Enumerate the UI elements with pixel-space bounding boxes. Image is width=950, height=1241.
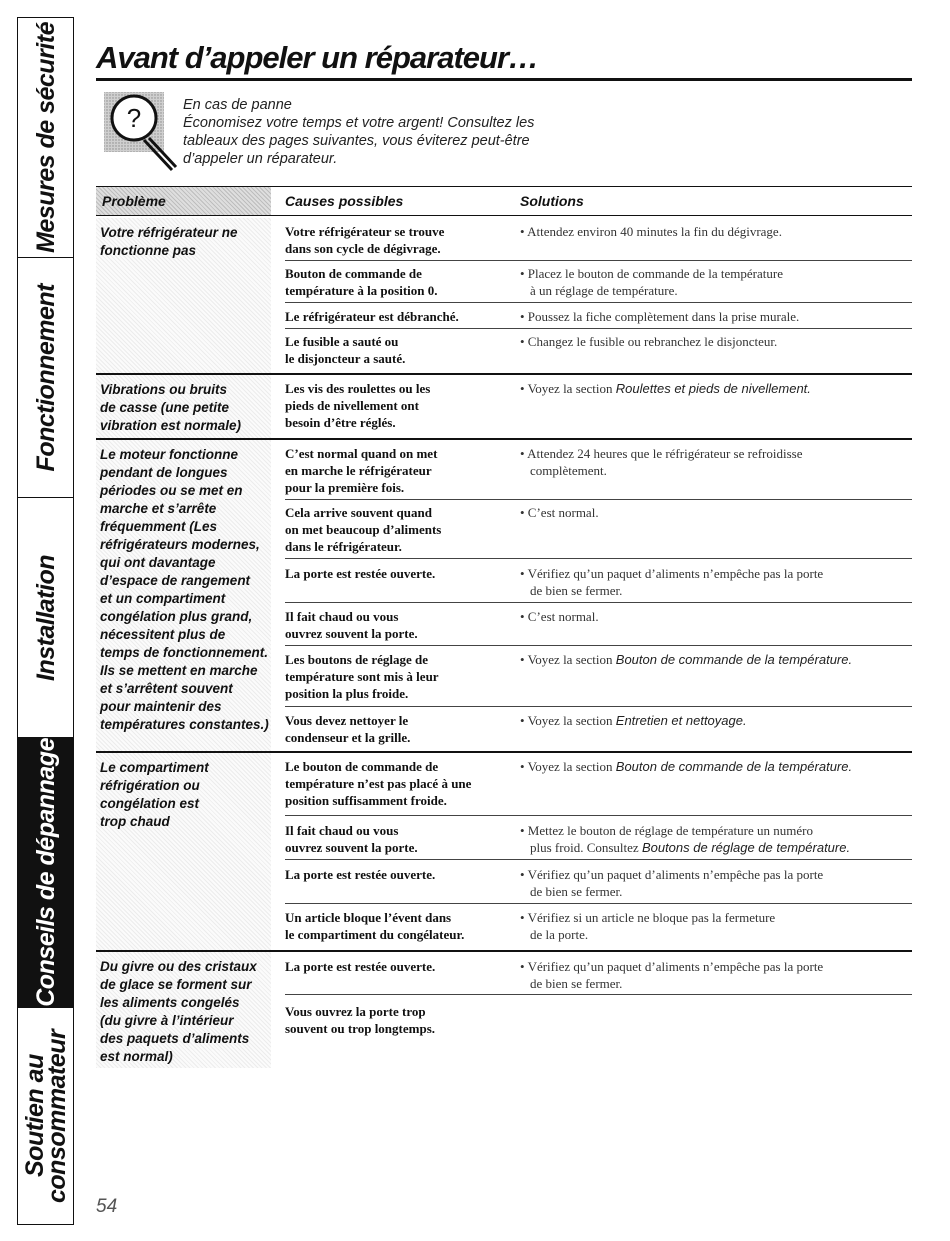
solution-line	[520, 380, 912, 397]
problem-group	[96, 753, 912, 950]
tab-soutien-au-consommateur[interactable]	[18, 1008, 73, 1223]
solution-line: • Changez le fusible ou rebranchez le disjoncteur.	[520, 334, 778, 349]
cause-cell	[285, 565, 515, 582]
cause-cell	[285, 866, 515, 883]
solution-cell	[520, 712, 912, 729]
solution-line: • Attendez environ 40 minutes la fin du dégivrage.	[520, 224, 782, 239]
solution-line: de bien se fermer.	[530, 583, 623, 598]
cause-line: position la plus froide.	[285, 686, 409, 701]
solution-line: • Poussez la fiche complètement dans la prise murale.	[520, 309, 800, 324]
tab-label: Fonctionnement	[31, 283, 60, 472]
section-reference: Bouton de commande de la température.	[615, 652, 853, 667]
problem-label	[100, 446, 270, 734]
problem-group	[96, 218, 912, 373]
solution-prefix: • Voyez la section	[520, 759, 616, 774]
problem-line: marche et s’arrête	[100, 501, 217, 516]
problem-group	[96, 440, 912, 751]
problem-line: fonctionne pas	[100, 243, 197, 258]
solution-line: de bien se fermer.	[530, 884, 623, 899]
page-number: 54	[96, 1196, 118, 1217]
cause-cell	[285, 504, 515, 555]
cause-line: Le fusible a sauté ou	[285, 334, 399, 349]
problem-line: Ils se mettent en marche	[100, 663, 258, 678]
problem-cell	[96, 375, 271, 438]
problem-line: est normal)	[100, 1049, 173, 1064]
cause-line: température à la position 0.	[285, 283, 438, 298]
section-reference: Bouton de commande de la température.	[615, 759, 853, 774]
problem-line: et un compartiment	[100, 591, 226, 606]
cause-line: Vous devez nettoyer le	[285, 713, 409, 728]
cause-line: Il fait chaud ou vous	[285, 823, 399, 838]
section-sidebar	[17, 17, 74, 1225]
svg-text:?: ?	[126, 103, 142, 133]
intro-line: d’appeler un réparateur.	[183, 151, 338, 167]
page-title: Avant d’appeler un réparateur…	[96, 40, 539, 75]
problem-line: Le compartiment	[100, 760, 209, 775]
problem-line: de casse (une petite	[100, 400, 230, 415]
cause-line: dans son cycle de dégivrage.	[285, 241, 441, 256]
problem-line: pendant de longues	[100, 465, 228, 480]
row-separator	[285, 260, 912, 261]
cause-line: ouvrez souvent la porte.	[285, 840, 418, 855]
problem-line: d’espace de rangement	[100, 573, 251, 588]
cause-line: pour la première fois.	[285, 480, 405, 495]
cause-cell	[285, 265, 515, 299]
solution-cell	[520, 758, 912, 775]
solution-line: • Placez le bouton de commande de la température	[520, 266, 783, 281]
cause-line: souvent ou trop longtemps.	[285, 1021, 436, 1036]
problem-line: Du givre ou des cristaux	[100, 959, 257, 974]
cause-line: Votre réfrigérateur se trouve	[285, 224, 445, 239]
cause-line: ouvrez souvent la porte.	[285, 626, 418, 641]
cause-cell	[285, 712, 515, 746]
problem-line: de glace se forment sur	[100, 977, 252, 992]
solution-cell	[520, 822, 912, 856]
problem-cell	[96, 440, 271, 751]
cause-line: Cela arrive souvent quand	[285, 505, 432, 520]
cause-cell	[285, 651, 515, 702]
tab-label: Mesures de sécurité	[31, 22, 60, 253]
solution-cell	[520, 866, 912, 900]
solution-line: à un réglage de température.	[530, 283, 678, 298]
cause-line: en marche le réfrigérateur	[285, 463, 432, 478]
cause-line: température n’est pas placé à une	[285, 776, 472, 791]
section-reference: Boutons de réglage de température.	[641, 840, 851, 855]
cause-cell	[285, 445, 515, 496]
problem-group	[96, 375, 912, 438]
problem-line: Le moteur fonctionne	[100, 447, 238, 462]
cause-line: besoin d’être réglés.	[285, 415, 396, 430]
tab-label: Conseils de dépannage	[31, 738, 60, 1007]
tab-label: Soutien au consommateur	[20, 1028, 71, 1203]
solution-line: de bien se fermer.	[530, 976, 623, 991]
solution-line: • C’est normal.	[520, 609, 599, 624]
problem-label	[100, 381, 270, 435]
tab-fonctionnement[interactable]	[18, 258, 73, 498]
cause-line: Vous ouvrez la porte trop	[285, 1004, 426, 1019]
cause-line: le disjoncteur a sauté.	[285, 351, 406, 366]
cause-cell	[285, 1003, 515, 1037]
problem-label	[100, 958, 270, 1066]
intro-line: tableaux des pages suivantes, vous éviterez peut-être	[183, 133, 530, 149]
cause-line: position suffisamment froide.	[285, 793, 447, 808]
solution-cell	[520, 265, 912, 299]
problem-line: trop chaud	[100, 814, 170, 829]
cause-cell	[285, 608, 515, 642]
solution-line: • Vérifiez qu’un paquet d’aliments n’empêche pas la porte	[520, 959, 824, 974]
row-separator	[285, 499, 912, 500]
problem-line: pour maintenir des	[100, 699, 222, 714]
problem-line: congélation est	[100, 796, 200, 811]
section-reference: Entretien et nettoyage.	[615, 713, 747, 728]
tab-mesures-de-securite[interactable]	[18, 18, 73, 258]
section-reference: Roulettes et pieds de nivellement.	[615, 381, 811, 396]
problem-line: nécessitent plus de	[100, 627, 226, 642]
solution-cell	[520, 445, 912, 479]
solution-line: complètement.	[530, 463, 607, 478]
tab-installation[interactable]	[18, 498, 73, 738]
header-problem: Problème	[102, 193, 166, 209]
problem-group	[96, 952, 912, 1068]
solution-cell	[520, 333, 912, 350]
problem-label	[100, 224, 270, 260]
problem-line: (du givre à l’intérieur	[100, 1013, 234, 1028]
cause-line: Bouton de commande de	[285, 266, 422, 281]
row-separator	[285, 645, 912, 646]
intro-line: En cas de panne	[183, 97, 292, 113]
solution-cell	[520, 223, 912, 240]
cause-cell	[285, 822, 515, 856]
solution-cell	[520, 380, 912, 397]
solution-prefix: plus froid. Consultez	[530, 840, 642, 855]
cause-line: Un article bloque l’évent dans	[285, 910, 452, 925]
problem-line: les aliments congelés	[100, 995, 240, 1010]
cause-line: dans le réfrigérateur.	[285, 539, 402, 554]
cause-cell	[285, 380, 515, 431]
row-separator	[285, 994, 912, 995]
cause-cell	[285, 758, 515, 809]
cause-line: La porte est restée ouverte.	[285, 959, 436, 974]
problem-line: Vibrations ou bruits	[100, 382, 228, 397]
solution-line: • C’est normal.	[520, 505, 599, 520]
problem-label	[100, 759, 270, 831]
problem-cell	[96, 952, 271, 1068]
solution-cell	[520, 308, 912, 325]
problem-cell	[96, 218, 271, 373]
problem-line: réfrigération ou	[100, 778, 200, 793]
row-separator	[285, 859, 912, 860]
row-separator	[285, 302, 912, 303]
solution-line	[520, 651, 912, 668]
question-mark-magnifier-icon	[100, 88, 180, 172]
problem-line: Votre réfrigérateur ne	[100, 225, 238, 240]
cause-line: Les boutons de réglage de	[285, 652, 428, 667]
problem-line: et s’arrêtent souvent	[100, 681, 233, 696]
solution-prefix: • Voyez la section	[520, 381, 616, 396]
header-solutions: Solutions	[520, 193, 584, 209]
cause-line: on met beaucoup d’aliments	[285, 522, 442, 537]
solution-cell	[520, 958, 912, 992]
cause-cell	[285, 909, 515, 943]
intro-text	[183, 96, 534, 168]
tab-conseils-de-depannage[interactable]	[18, 738, 73, 1008]
problem-cell	[96, 753, 271, 950]
cause-line: Le réfrigérateur est débranché.	[285, 309, 459, 324]
solution-cell	[520, 565, 912, 599]
cause-line: température sont mis à leur	[285, 669, 439, 684]
solution-line	[520, 758, 912, 775]
row-separator	[285, 602, 912, 603]
solution-line	[520, 839, 912, 856]
table-header	[96, 186, 912, 216]
solution-cell	[520, 504, 912, 521]
cause-line: pieds de nivellement ont	[285, 398, 419, 413]
solution-cell	[520, 909, 912, 943]
header-causes: Causes possibles	[285, 193, 404, 209]
cause-line: le compartiment du congélateur.	[285, 927, 465, 942]
row-separator	[285, 815, 912, 816]
cause-line: Les vis des roulettes ou les	[285, 381, 431, 396]
solution-line: • Attendez 24 heures que le réfrigérateur se refroidisse	[520, 446, 803, 461]
solution-line: • Vérifiez si un article ne bloque pas la fermeture	[520, 910, 776, 925]
solution-cell	[520, 608, 912, 625]
cause-line: condenseur et la grille.	[285, 730, 411, 745]
solution-prefix: • Voyez la section	[520, 713, 616, 728]
problem-line: des paquets d’aliments	[100, 1031, 250, 1046]
problem-line: qui ont davantage	[100, 555, 216, 570]
cause-cell	[285, 333, 515, 367]
row-separator	[285, 706, 912, 707]
solution-line: • Mettez le bouton de réglage de température un numéro	[520, 823, 813, 838]
cause-line: La porte est restée ouverte.	[285, 867, 436, 882]
problem-line: temps de fonctionnement.	[100, 645, 269, 660]
row-separator	[285, 558, 912, 559]
problem-line: réfrigérateurs modernes,	[100, 537, 260, 552]
solution-cell	[520, 651, 912, 668]
cause-line: Il fait chaud ou vous	[285, 609, 399, 624]
solution-line: • Vérifiez qu’un paquet d’aliments n’empêche pas la porte	[520, 867, 824, 882]
solution-line: de la porte.	[530, 927, 589, 942]
row-separator	[285, 903, 912, 904]
title-rule	[96, 78, 912, 81]
row-separator	[285, 328, 912, 329]
cause-cell	[285, 958, 515, 975]
cause-line: C’est normal quand on met	[285, 446, 438, 461]
problem-line: fréquemment (Les	[100, 519, 218, 534]
problem-line: périodes ou se met en	[100, 483, 243, 498]
solution-line	[520, 712, 912, 729]
cause-line: Le bouton de commande de	[285, 759, 439, 774]
problem-line: températures constantes.)	[100, 717, 269, 732]
problem-line: congélation plus grand,	[100, 609, 253, 624]
solution-line: • Vérifiez qu’un paquet d’aliments n’empêche pas la porte	[520, 566, 824, 581]
cause-line: La porte est restée ouverte.	[285, 566, 436, 581]
cause-cell	[285, 308, 515, 325]
cause-cell	[285, 223, 515, 257]
solution-prefix: • Voyez la section	[520, 652, 616, 667]
tab-label: Installation	[31, 554, 60, 681]
problem-line: vibration est normale)	[100, 418, 242, 433]
intro-line: Économisez votre temps et votre argent! Consultez les	[183, 115, 535, 131]
